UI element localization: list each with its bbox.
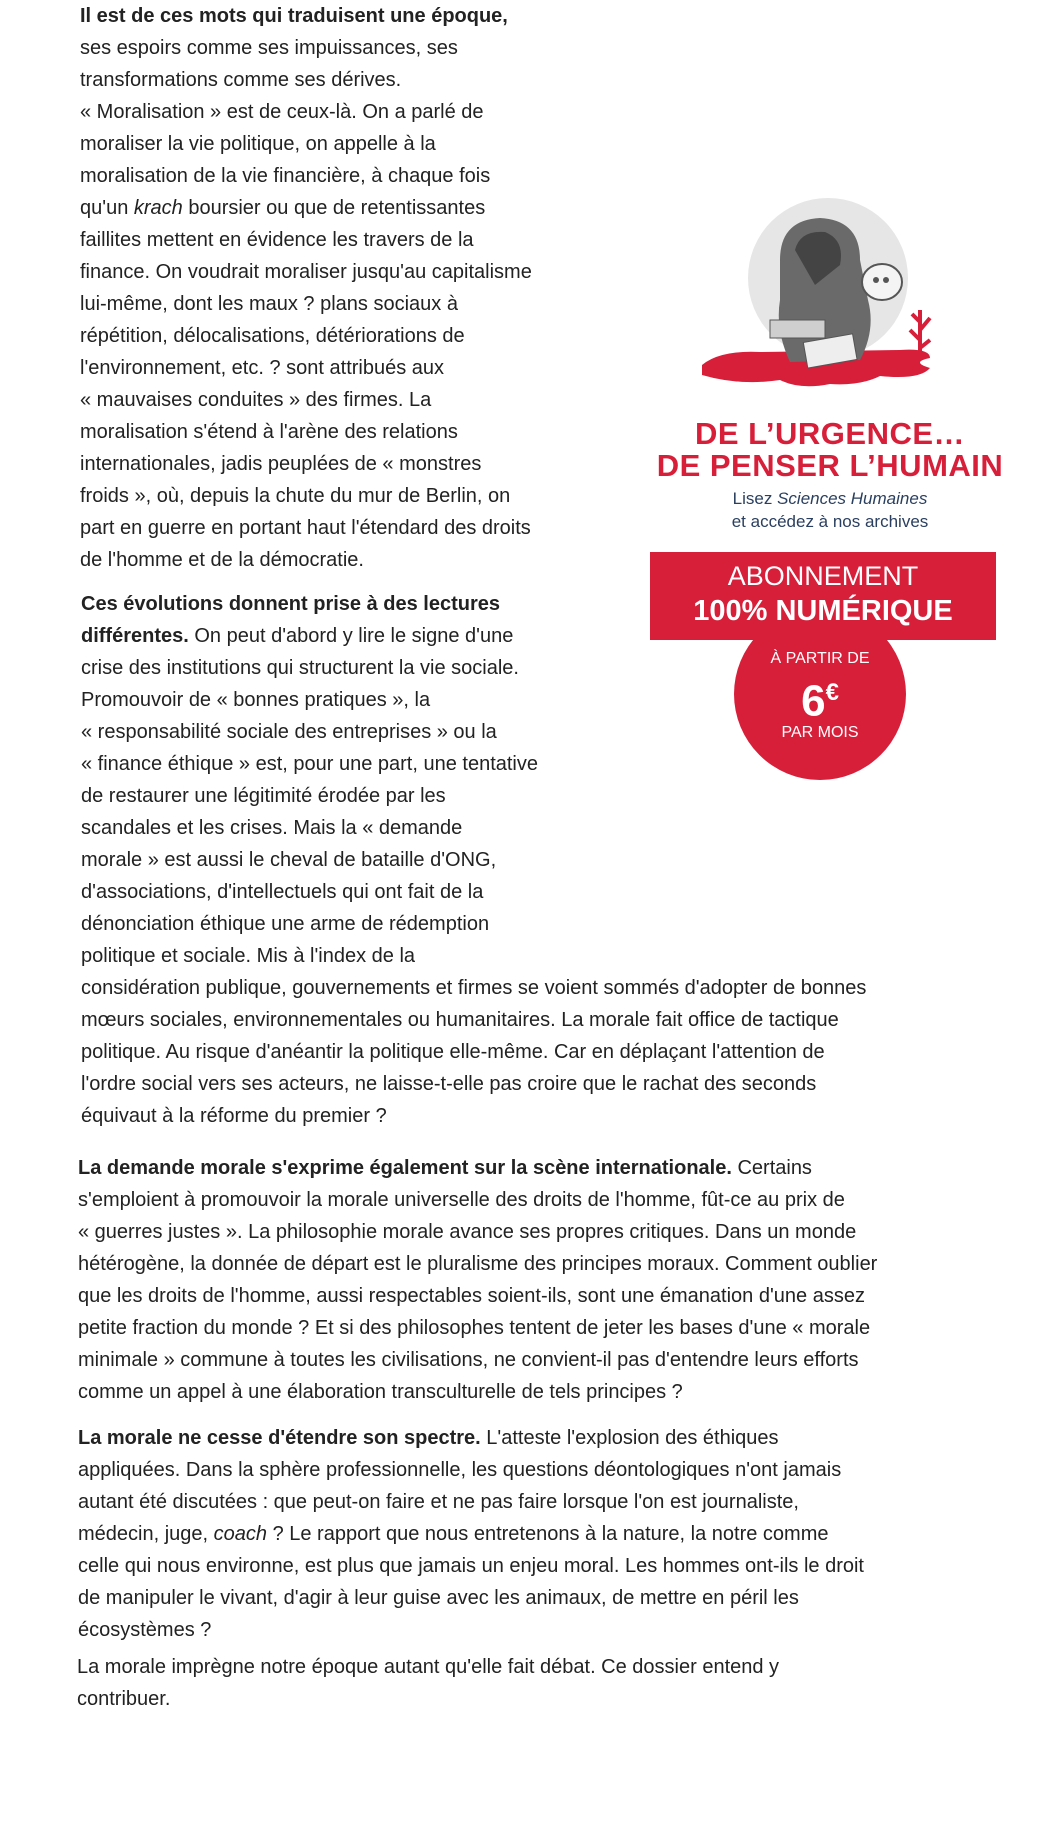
text-line [80, 0, 532, 32]
text-segment: l'ordre social vers ses acteurs, ne laisse-t-elle pas croire que le rachat des seconds [81, 1073, 817, 1095]
ad-headline-2: DE PENSER L’HUMAIN [656, 448, 1004, 483]
text-segment: On peut d'abord y lire le signe d'une [188, 625, 514, 647]
text-segment: L'atteste l'explosion des éthiques [480, 1427, 779, 1449]
text-segment: politique et sociale. Mis à l'index de la [81, 945, 416, 967]
text-line [80, 544, 532, 576]
text-segment: dénonciation éthique une arme de rédemption [81, 913, 490, 935]
text-segment: appliquées. Dans la sphère professionnelle, les questions déontologiques n'ont jamais [78, 1459, 842, 1481]
text-line [78, 1518, 864, 1550]
text-line [80, 288, 532, 320]
ad-price-value: 6 [801, 676, 826, 726]
text-line [80, 480, 532, 512]
text-segment: considération publique, gouvernements et firmes se voient sommés d'adopter de bonnes [81, 977, 867, 999]
italic-term: krach [133, 197, 183, 219]
text-line [80, 32, 532, 64]
ad-box-line-1: ABONNEMENT [727, 561, 919, 591]
text-segment: finance. On voudrait moraliser jusqu'au capitalisme [80, 261, 532, 283]
text-line [78, 1344, 877, 1376]
text-segment: moralisation s'étend à l'arène des relations [80, 421, 458, 443]
text-segment: contribuer. [77, 1688, 171, 1710]
ad-box-line-2: 100% NUMÉRIQUE [693, 595, 953, 627]
text-line [80, 448, 532, 480]
ad-price-suffix: PAR MOIS [781, 724, 859, 741]
text-segment: crise des institutions qui structurent la vie sociale. [81, 657, 519, 679]
thinking-monkey-illustration [630, 190, 1030, 410]
text-line [80, 384, 532, 416]
ad-subtitle-2: et accédez à nos archives [731, 512, 929, 531]
bold-lead: La demande morale s'exprime également sur la scène internationale. [78, 1157, 732, 1179]
text-segment: de l'homme et de la démocratie. [80, 549, 364, 571]
text-segment: boursier ou que de retentissantes [182, 197, 486, 219]
text-segment: petite fraction du monde ? Et si des philosophes tentent de jeter les bases d'une « morale [78, 1317, 871, 1339]
text-line [81, 812, 866, 844]
bold-lead: différentes. [81, 625, 189, 647]
text-line [80, 160, 532, 192]
text-segment: celle qui nous environne, est plus que jamais un enjeu moral. Les hommes ont-ils le droit [78, 1555, 864, 1577]
text-line [78, 1376, 877, 1408]
text-line [81, 844, 866, 876]
ad-headline-1: DE L’URGENCE… [694, 416, 966, 451]
text-segment: autant été discutées : que peut-on faire et ne pas faire lorsque l'on est journaliste, [78, 1491, 799, 1513]
text-segment: minimale » commune à toutes les civilisations, ne convient-il pas d'entendre leurs efforts [78, 1349, 859, 1371]
text-segment: moraliser la vie politique, on appelle à la [80, 133, 436, 155]
ad-subscribe-box[interactable] [650, 552, 996, 640]
text-segment: ses espoirs comme ses impuissances, ses [80, 37, 458, 59]
text-segment: hétérogène, la donnée de départ est le pluralisme des principes moraux. Comment oublier [78, 1253, 878, 1275]
text-segment: « responsabilité sociale des entreprises » ou la [81, 721, 497, 743]
text-line [81, 876, 866, 908]
text-segment: part en guerre en portant haut l'étendard des droits [80, 517, 531, 539]
text-line [80, 320, 532, 352]
text-segment: répétition, délocalisations, détériorations de [80, 325, 465, 347]
text-line [78, 1248, 877, 1280]
text-line [78, 1550, 864, 1582]
text-line [80, 352, 532, 384]
text-line [80, 416, 532, 448]
text-segment: « Moralisation » est de ceux-là. On a parlé de [80, 101, 484, 123]
text-segment: d'associations, d'intellectuels qui ont fait de la [81, 881, 484, 903]
text-line [78, 1312, 877, 1344]
text-segment: écosystèmes ? [78, 1619, 212, 1641]
text-line [80, 96, 532, 128]
text-segment: « finance éthique » est, pour une part, une tentative [81, 753, 538, 775]
text-segment: lui-même, dont les maux ? plans sociaux à [80, 293, 458, 315]
text-segment: politique. Au risque d'anéantir la politique elle-même. Car en déplaçant l'attention de [81, 1041, 825, 1063]
text-line [80, 192, 532, 224]
text-line [80, 256, 532, 288]
bold-lead: Ces évolutions donnent prise à des lectures [81, 593, 501, 615]
text-segment: qu'un [80, 197, 134, 219]
text-segment: morale » est aussi le cheval de bataille d'ONG, [81, 849, 497, 871]
ad-subtitle-1 [630, 487, 1030, 510]
text-segment: l'environnement, etc. ? sont attribués aux [80, 357, 445, 379]
text-line [81, 1004, 866, 1036]
text-segment: s'emploient à promouvoir la morale universelle des droits de l'homme, fût-ce au prix de [78, 1189, 845, 1211]
ad-price-prefix: À PARTIR DE [770, 650, 870, 667]
text-segment: internationales, jadis peuplées de « monstres [80, 453, 482, 475]
text-line [81, 972, 866, 1004]
text-line [78, 1216, 877, 1248]
italic-term: coach [213, 1523, 268, 1545]
text-line [81, 940, 866, 972]
text-line [81, 908, 866, 940]
text-line [78, 1184, 877, 1216]
text-segment: « mauvaises conduites » des firmes. La [80, 389, 432, 411]
bold-lead: Il est de ces mots qui traduisent une époque, [80, 5, 508, 27]
text-line [81, 1068, 866, 1100]
text-segment: moralisation de la vie financière, à chaque fois [80, 165, 491, 187]
paragraph-intro [80, 0, 532, 576]
text-segment: faillites mettent en évidence les travers de la [80, 229, 474, 251]
subscription-ad[interactable] [630, 190, 1030, 790]
text-line [80, 64, 532, 96]
text-line [78, 1280, 877, 1312]
text-line [78, 1486, 864, 1518]
text-segment: ? Le rapport que nous entretenons à la nature, la notre comme [267, 1523, 829, 1545]
text-segment: que les droits de l'homme, aussi respectables soient-ils, sont une émanation d'une assez [78, 1285, 865, 1307]
ad-price [734, 668, 906, 727]
paragraph-spectre [78, 1422, 864, 1646]
ad-subtitle-text: Lisez [732, 489, 778, 508]
text-line [78, 1614, 864, 1646]
text-line [80, 128, 532, 160]
text-line [78, 1454, 864, 1486]
text-line [80, 512, 532, 544]
text-segment: scandales et les crises. Mais la « demande [81, 817, 463, 839]
text-segment: Certains [731, 1157, 812, 1179]
text-segment: transformations comme ses dérives. [80, 69, 402, 91]
text-segment: de manipuler le vivant, d'agir à leur guise avec les animaux, de mettre en péril les [78, 1587, 799, 1609]
paragraph-international [78, 1152, 877, 1408]
text-line [81, 1100, 866, 1132]
text-segment: équivaut à la réforme du premier ? [81, 1105, 387, 1127]
text-segment: de restaurer une légitimité érodée par les [81, 785, 446, 807]
text-line [78, 1422, 864, 1454]
text-line [80, 224, 532, 256]
text-segment: « guerres justes ». La philosophie morale avance ses propres critiques. Dans un monde [78, 1221, 857, 1243]
text-line [77, 1683, 779, 1715]
text-segment: La morale imprègne notre époque autant qu'elle fait débat. Ce dossier entend y [77, 1656, 780, 1678]
text-segment: froids », où, depuis la chute du mur de Berlin, on [80, 485, 511, 507]
text-line [81, 1036, 866, 1068]
text-segment: médecin, juge, [78, 1523, 214, 1545]
text-line [78, 1152, 877, 1184]
ad-magazine-name: Sciences Humaines [777, 489, 928, 508]
text-segment: Promouvoir de « bonnes pratiques », la [81, 689, 431, 711]
text-segment: mœurs sociales, environnementales ou humanitaires. La morale fait office de tactique [81, 1009, 839, 1031]
ad-price-currency: € [825, 679, 839, 706]
text-line [78, 1582, 864, 1614]
bold-lead: La morale ne cesse d'étendre son spectre. [78, 1427, 481, 1449]
text-line [77, 1651, 779, 1683]
text-segment: comme un appel à une élaboration transculturelle de tels principes ? [78, 1381, 683, 1403]
paragraph-conclusion [77, 1651, 779, 1715]
